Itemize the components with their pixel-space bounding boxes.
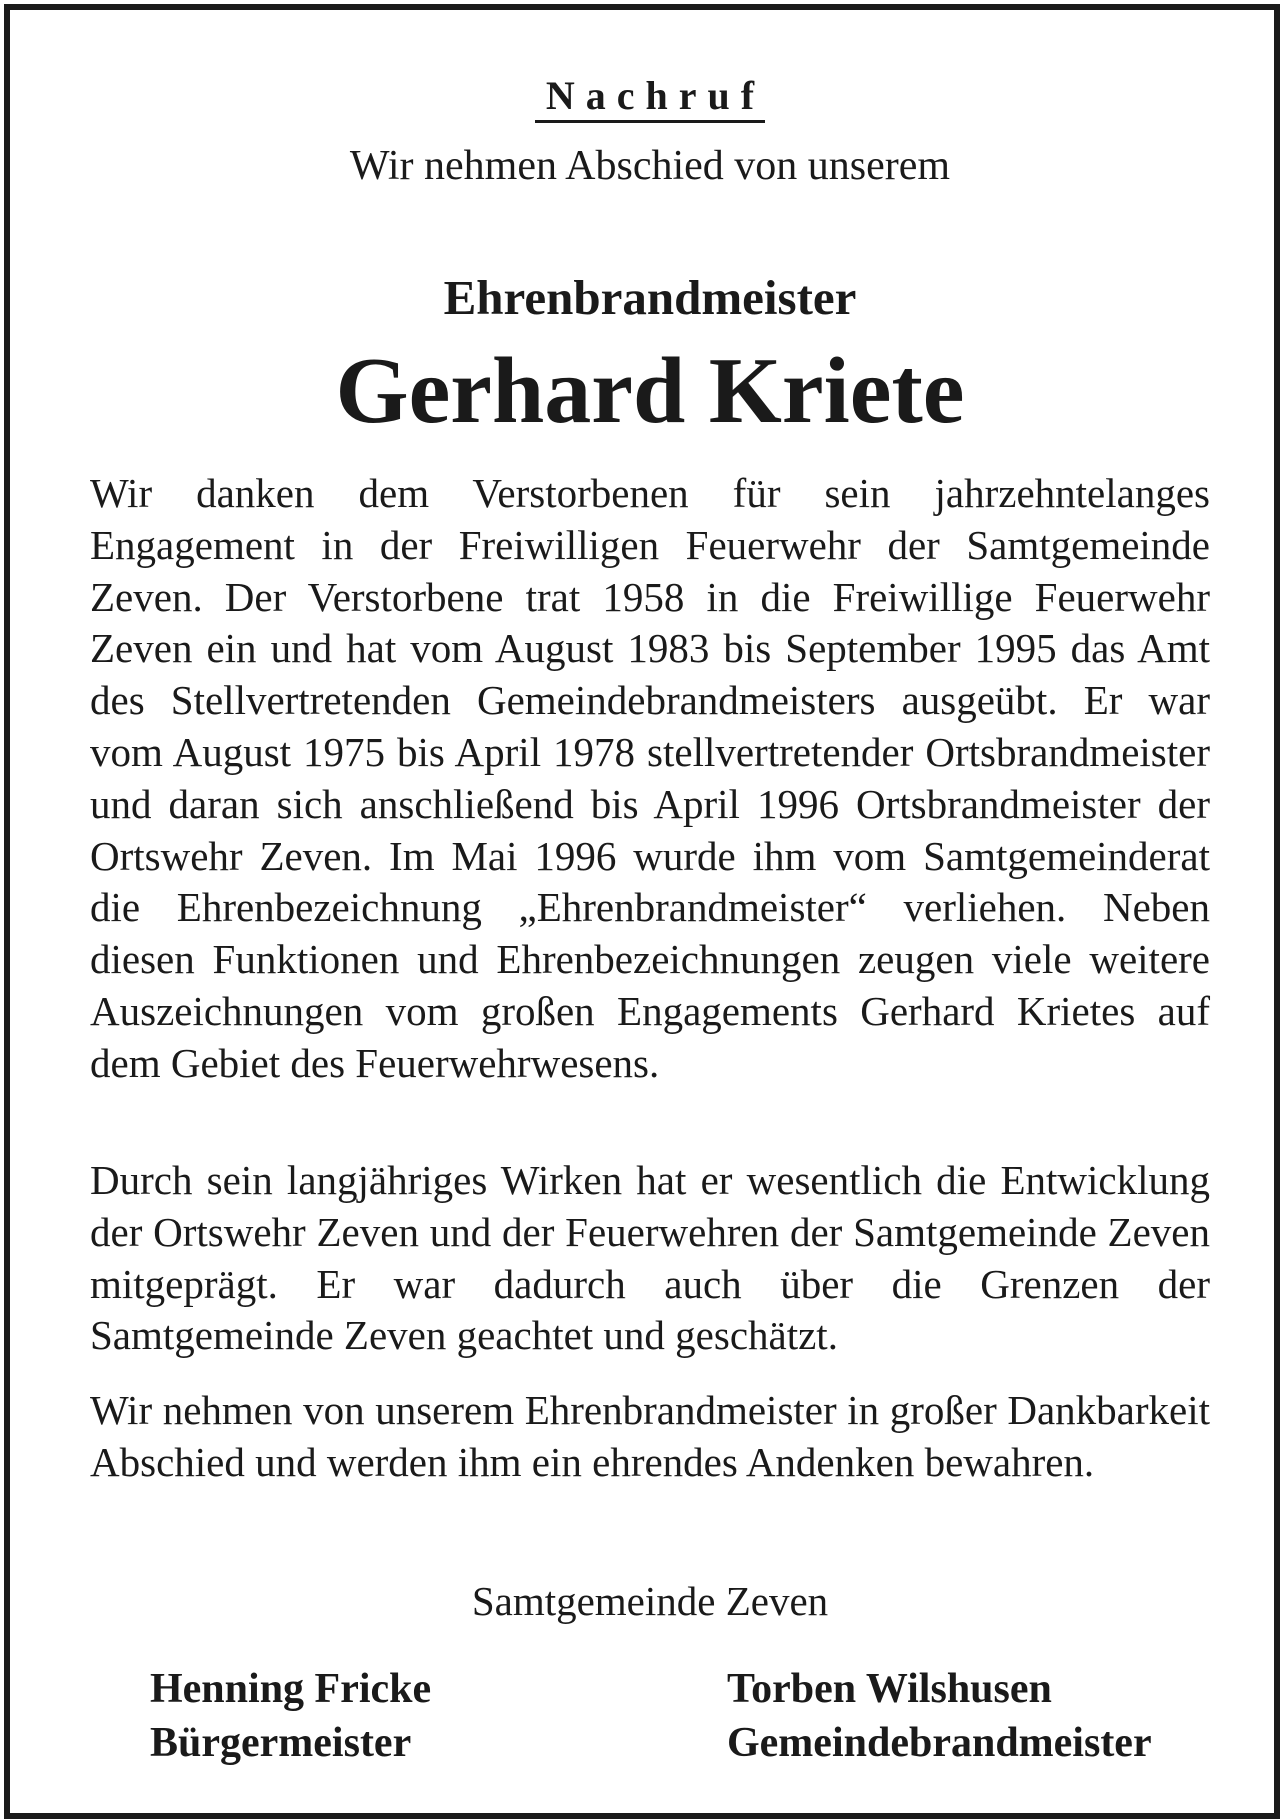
signatory-name: Henning Fricke [150, 1666, 432, 1712]
deceased-name: Gerhard Kriete [335, 339, 965, 443]
heading-text: Nachruf [535, 73, 765, 123]
deceased-rank: Ehrenbrandmeister [443, 270, 857, 325]
signatory-right [727, 1662, 1152, 1770]
paragraph-farewell: Wir nehmen von unserem Ehrenbrandmeister in großer Dankbarkeit Abschied und werden ihm ein ehrendes Andenken bewahren. [90, 1387, 1210, 1485]
signatory-title: Gemeindebrandmeister [727, 1720, 1152, 1766]
intro-line: Wir nehmen Abschied von unserem [349, 143, 951, 189]
signatory-left [150, 1662, 431, 1770]
obituary-frame [4, 4, 1280, 1819]
paragraph-impact: Durch sein langjähriges Wirken hat er wesentlich die Entwicklung der Ortswehr Zeven und der Feuerwehren der Samtgemeinde Zeven mitgeprägt. Er war dadurch auch über die Grenzen der Samtgemeinde Zeven geachtet und geschätzt. [90, 1157, 1210, 1359]
notice-heading [90, 72, 1210, 119]
signatory-title: Bürgermeister [150, 1720, 412, 1766]
organization-name: Samtgemeinde Zeven [471, 1578, 829, 1624]
signatory-name: Torben Wilshusen [727, 1666, 1052, 1712]
paragraph-career: Wir danken dem Verstorbenen für sein jahrzehntelanges Engagement in der Freiwilligen Feuerwehr der Samtgemeinde Zeven. Der Verstorbene trat 1958 in die Freiwillige Feuerwehr Zeven ein und hat vom August 1983 bis September 1995 das Amt des Stellvertretenden Gemeindebrandmeisters ausgeübt. Er war vom August 1975 bis April 1978 stellvertretender Ortsbrandmeister und daran sich anschließend bis April 1996 Ortsbrandmeister der Ortswehr Zeven. Im Mai 1996 wurde ihm vom Samtgemeinderat die Ehrenbezeichnung „Ehrenbrandmeister“ verliehen. Neben diesen Funktionen und Ehrenbezeichnungen zeugen viele weitere Auszeichnungen vom großen Engagements Gerhard Krietes auf dem Gebiet des Feuerwehrwesens. [90, 470, 1210, 1086]
